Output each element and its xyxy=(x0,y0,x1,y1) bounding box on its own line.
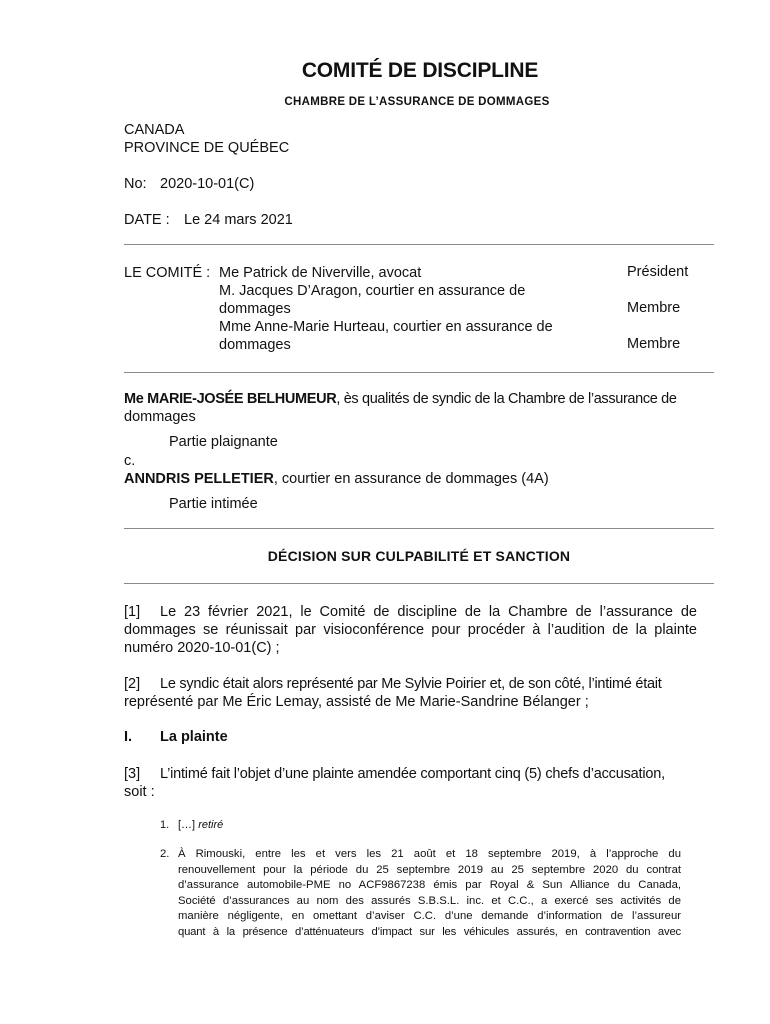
count-2-line5: manière négligente, en omettant d’aviser C.C. d’une demande d’information de l’assureur xyxy=(178,910,681,923)
paragraph-1-line2: dommages se réunissait par visioconférence pour procéder à l’audition de la plainte xyxy=(124,622,697,638)
plaintiff-name: Me MARIE-JOSÉE BELHUMEUR xyxy=(124,391,337,407)
divider xyxy=(124,528,714,529)
respondent-line xyxy=(124,470,549,488)
divider xyxy=(124,372,714,373)
count-2-line3: d’assurance automobile-PME no ACF9867238 émis par Royal & Sun Alliance du Canada, xyxy=(178,879,681,892)
paragraph-1-line1: Le 23 février 2021, le Comité de discipline de la Chambre de l’assurance de xyxy=(160,604,697,620)
paragraph-number-3: [3] xyxy=(124,766,141,782)
committee-role-1: Président xyxy=(627,264,689,280)
respondent-name: ANNDRIS PELLETIER xyxy=(124,471,274,487)
paragraph-3-line1: L’intimé fait l’objet d’une plainte amendée comportant cinq (5) chefs d’accusation, xyxy=(160,766,665,782)
committee-member-1: Me Patrick de Niverville, avocat xyxy=(219,265,422,281)
count-2-line6: quant à la présence d’atténuateurs d’impact sur les véhicules assurés, en contravention avec xyxy=(178,926,681,938)
committee-label: LE COMITÉ : xyxy=(124,265,211,281)
case-number: 2020-10-01(C) xyxy=(160,176,255,192)
versus: c. xyxy=(124,453,136,469)
plaintiff-line xyxy=(124,390,677,408)
count-number-1: 1. xyxy=(160,819,170,831)
province: PROVINCE DE QUÉBEC xyxy=(124,140,290,156)
respondent-role: Partie intimée xyxy=(169,496,258,512)
paragraph-1-line3: numéro 2020-10-01(C) ; xyxy=(124,640,280,656)
count-1-text xyxy=(178,819,223,831)
document-subtitle: CHAMBRE DE L’ASSURANCE DE DOMMAGES xyxy=(284,96,550,108)
paragraph-2-line2: représenté par Me Éric Lemay, assisté de Me Marie-Sandrine Bélanger ; xyxy=(124,694,589,710)
document-title: COMITÉ DE DISCIPLINE xyxy=(301,59,539,82)
decision-title: DÉCISION SUR CULPABILITÉ ET SANCTION xyxy=(267,548,571,564)
committee-member-3-line1: Mme Anne-Marie Hurteau, courtier en assurance de xyxy=(219,319,553,335)
committee-role-2: Membre xyxy=(627,300,681,316)
count-2-line1: À Rimouski, entre les et vers les 21 août et 18 septembre 2019, à l’approche du xyxy=(178,848,681,860)
respondent-description: , courtier en assurance de dommages (4A) xyxy=(273,471,549,487)
committee-member-3-line2: dommages xyxy=(219,337,291,353)
date-label: DATE : xyxy=(124,212,170,228)
committee-member-2-line2: dommages xyxy=(219,301,291,317)
decision-date: Le 24 mars 2021 xyxy=(184,212,293,228)
count-number-2: 2. xyxy=(160,848,170,860)
section-number: I. xyxy=(124,729,133,745)
count-1-bracket: […] xyxy=(178,819,196,831)
paragraph-2-line1: Le syndic était alors représenté par Me Sylvie Poirier et, de son côté, l’intimé était xyxy=(160,676,662,692)
plaintiff-description-cont: dommages xyxy=(124,409,196,425)
committee-member-2-line1: M. Jacques D’Aragon, courtier en assurance de xyxy=(219,283,526,299)
paragraph-3-line2: soit : xyxy=(124,784,155,800)
plaintiff-description: , ès qualités de syndic de la Chambre de l’assurance de xyxy=(336,391,677,407)
plaintiff-role: Partie plaignante xyxy=(169,434,278,450)
paragraph-number-2: [2] xyxy=(124,676,141,692)
case-number-label: No: xyxy=(124,176,147,192)
divider xyxy=(124,244,714,245)
divider xyxy=(124,583,714,584)
count-2-line4: Société d’assurances au nom des assurés S.B.S.L. inc. et C.C., a exercé ses activités de xyxy=(178,894,681,907)
count-1-status: retiré xyxy=(198,819,224,831)
count-2-line2: renouvellement pour la période du 25 septembre 2019 au 25 septembre 2020 du contrat xyxy=(178,863,681,876)
country: CANADA xyxy=(124,122,185,138)
paragraph-number-1: [1] xyxy=(124,604,141,620)
section-title: La plainte xyxy=(160,729,228,745)
committee-role-3: Membre xyxy=(627,336,681,352)
